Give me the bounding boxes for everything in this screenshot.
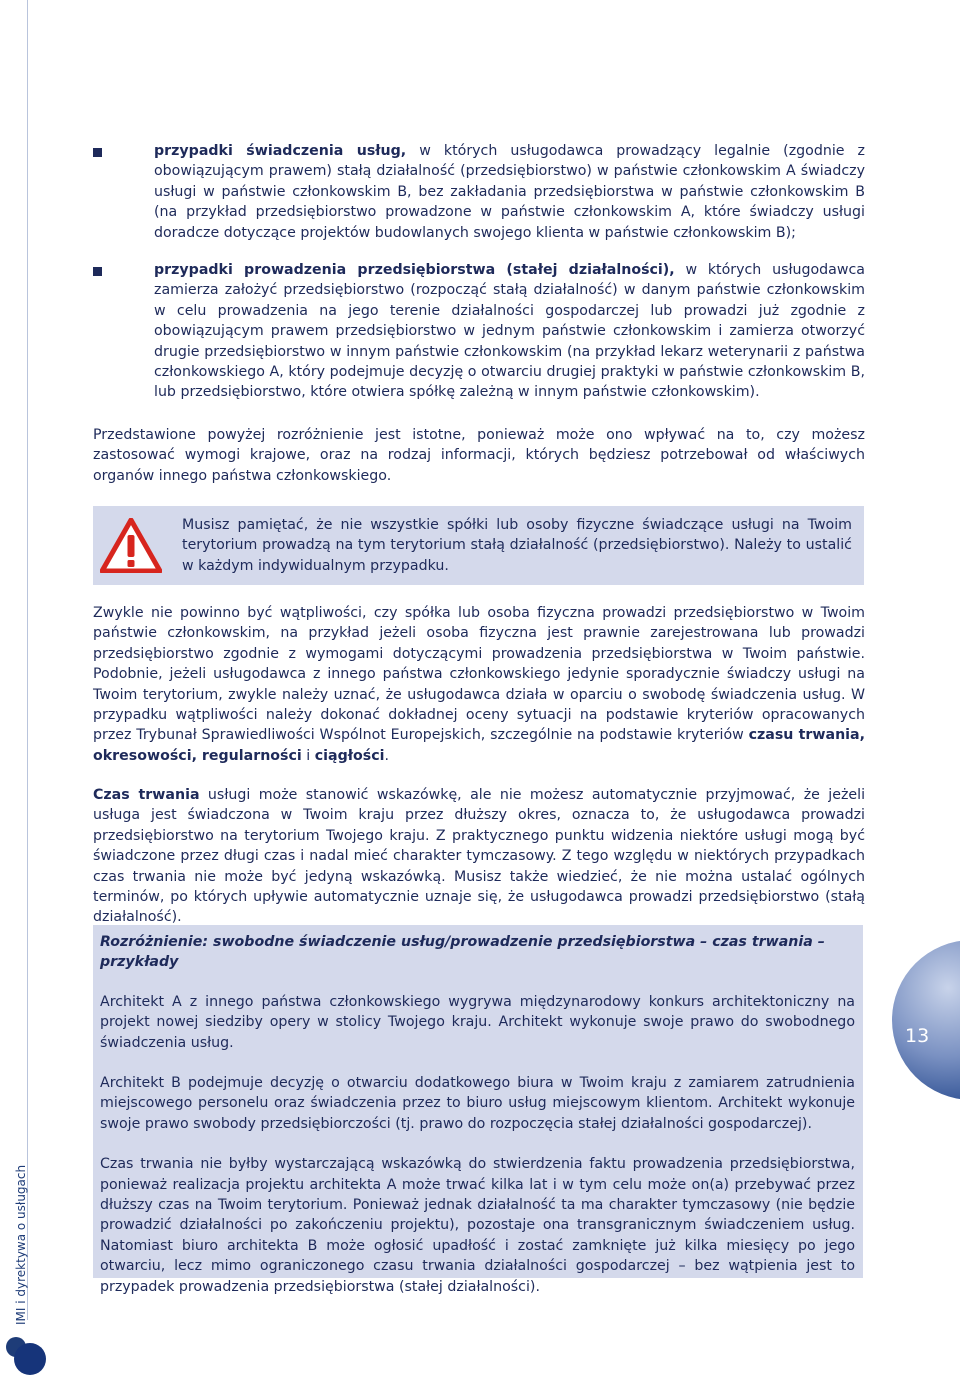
- list-item: [93, 260, 865, 403]
- warning-text: Musisz pamiętać, że nie wszystkie spółki lub osoby fizyczne świadczące usługi na Twoim terytorium prowadzą na tym terytorium stałą działalność (przedsiębiorstwo). Należy to ustalić w każdym indywidualnym przypadku.: [182, 517, 852, 574]
- paragraph-duration: [93, 785, 865, 928]
- duration-text: usługi może stanowić wskazówkę, ale nie możesz automatycznie przyjmować, że jeżeli usługa jest świadczona w Twoim kraju przez dłuższy okres, oznacza to, że usługodawca prowadzi przedsiębiorstwo na terytorium Twojego kraju. Z praktycznego punktu widzenia niektóre usługi mogą być świadczone przez długi czas i nadal mieć charakter tymczasowy. Z tego względu w niektórych przypadkach czas trwania nie może być jedyną wskazówką. Musisz także wiedzieć, że nie można ustalać ogólnych terminów, po których upływie automatycznie uznaje się, że usługodawca prowadzi przedsiębiorstwo (stałą działalność).: [93, 787, 866, 926]
- sidebar-label: IMI i dyrektywa o usługach: [14, 1164, 28, 1325]
- paragraph-criteria: [93, 603, 865, 766]
- paragraph-criteria-text: Zwykle nie powinno być wątpliwości, czy spółka lub osoba fizyczna prowadzi przedsiębiorstwo w Twoim państwie członkowskim, na przykład jeżeli osoba fizyczna jest prawnie zarejestrowana lub prowadzi przedsiębiorstwo zgodnie z wymogami dotyczącymi prowadzenia przedsiębiorstwa w Twoim państwie. Podobnie, jeżeli usługodawca z innego państwa członkowskiego jedynie sporadycznie świadczy usługi na Twoim terytorium, zwykle należy uznać, że usługodawca działa w oparciu o swobodę świadczenia usług. W przypadku wątpliwości należy dokonać dokładnej oceny sytuacji na podstawie kryteriów opracowanych przez Trybunał Sprawiedliwości Wspólnot Europejskich, szczególnie na podstawie kryteriów: [93, 605, 865, 744]
- example-title: Rozróżnienie: swobodne świadczenie usług/prowadzenie przedsiębiorstwa – czas trwania – przykłady: [100, 934, 825, 971]
- paragraph-distinction: Przedstawione powyżej rozróżnienie jest istotne, ponieważ może ono wpływać na to, czy możesz zastosować wymogi krajowe, oraz na rodzaj informacji, których będziesz potrzebował od właściwych organów innego państwa członkowskiego.: [93, 427, 865, 484]
- warning-box: [93, 506, 864, 585]
- example-box: [93, 925, 863, 1295]
- duration-lead: Czas trwania: [93, 787, 200, 803]
- square-bullet-icon: [93, 148, 102, 157]
- bullet-text: w których usługodawca zamierza założyć przedsiębiorstwo (rozpocząć stałą działalność) w danym państwie członkowskim w celu prowadzenia na jego terenie działalności gospodarczej lub prowadzi już zgodnie z obowiązującym prawem przedsiębiorstwo w jednym państwie członkowskim i zamierza otworzyć drugie przedsiębiorstwo w innym państwie członkowskim (na przykład lekarz weterynarii z państwa członkowskiego A, który podejmuje decyzję o otwarciu drugiej praktyki w państwie członkowskim B, lub przedsiębiorstwo, które otwiera spółkę zależną w innym państwie członkowskim).: [154, 262, 865, 401]
- bullet-lead: przypadki prowadzenia przedsiębiorstwa (stałej działalności),: [154, 262, 675, 279]
- bullet-lead: przypadki świadczenia usług,: [154, 143, 407, 159]
- decorative-dot-large: [14, 1343, 46, 1375]
- criteria-bold-1: czasu trwania, okresowości, regularności: [93, 727, 865, 764]
- criteria-mid: i: [301, 747, 315, 764]
- example-paragraph-1: Architekt A z innego państwa członkowskiego wygrywa międzynarodowy konkurs architektoniczny na projekt nowej siedziby opery w stolicy Twojego kraju. Architekt wykonuje swoje prawo do swobodnego świadczenia usług.: [100, 993, 855, 1051]
- margin-rule: [27, 0, 28, 1320]
- criteria-bold-2: ciągłości: [314, 747, 385, 764]
- square-bullet-icon: [93, 267, 102, 276]
- bullet-list: [93, 141, 865, 403]
- bullet-text: w których usługodawca prowadzący legalnie (zgodnie z obowiązującym prawem) stałą działalność (przedsiębiorstwo) w państwie członkowskim A świadczy usługi w państwie członkowskim B, bez zakładania przedsiębiorstwa w państwie członkowskim B (na przykład przedsiębiorstwo prowadzone w państwie członkowskim A, które świadczy usługi doradcze dotyczące projektów budowlanych swojego klienta w państwie członkowskim B);: [154, 143, 865, 241]
- page-number: 13: [905, 1025, 930, 1047]
- criteria-end: .: [384, 747, 389, 764]
- list-item: [93, 141, 865, 243]
- warning-triangle-icon: [100, 518, 162, 573]
- example-paragraph-3: Czas trwania nie byłby wystarczającą wskazówką do stwierdzenia faktu prowadzenia przedsiębiorstwa, ponieważ realizacja projektu architekta A może trwać kilka lat i w tym celu może on(a) przebywać przez dłuższy czas na Twoim terytorium. Ponieważ jednak działalność ta ma charakter tymczasowy (nie będzie prowadzić działalności po zakończeniu projektu), pozostaje ona transgranicznym świadczeniem usług. Natomiast biuro architekta B może ogłosić upadłość i zostać zamknięte już kilka miesięcy po jego otwarciu, lecz mimo ograniczonego czasu trwania działalności gospodarczej – bez wątpienia jest to przypadek prowadzenia przedsiębiorstwa (stałej działalności).: [100, 1156, 855, 1295]
- page-number-tab: [892, 940, 960, 1100]
- example-paragraph-2: Architekt B podejmuje decyzję o otwarciu dodatkowego biura w Twoim kraju z zamiarem zatrudnienia miejscowego personelu oraz świadczenia przez to biuro usług miejscowym klientom. Architekt wykonuje swoje prawo swobody przedsiębiorczości (tj. prawo do rozpoczęcia stałej działalności gospodarczej).: [100, 1075, 855, 1132]
